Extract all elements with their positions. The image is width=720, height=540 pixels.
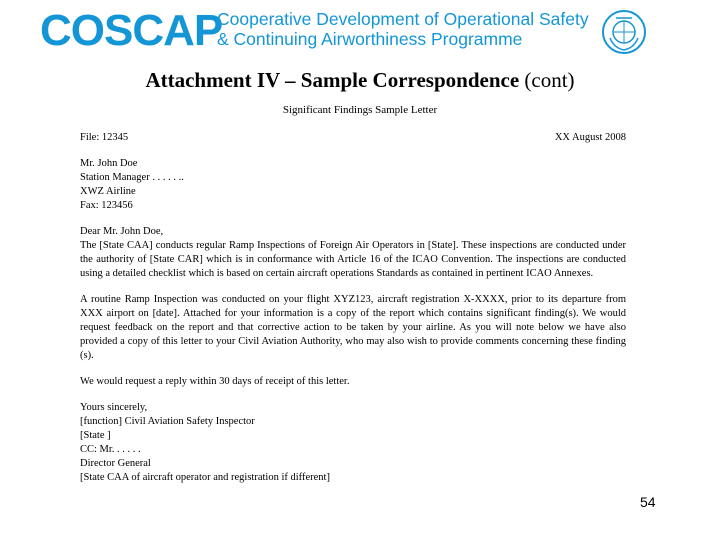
programme-tagline [217,9,589,49]
closing-line: [State CAA of aircraft operator and registration if different] [80,472,330,483]
paragraph-2: A routine Ramp Inspection was conducted on your flight XYZ123, aircraft registration X-XXXX, prior to its departure from XXX airport on [date]. Attached for your information is a copy of the report which contains significant finding(s). We would request feedback on the report and that corrective action to be taken by your airline. As you will note below we have also provided a copy of this letter to your Civil Aviation Authority, who may also wish to provide comments concerning these finding (s). [80,294,626,361]
address-line: XWZ Airline [80,186,136,197]
title-normal: (cont) [519,68,575,92]
letter-intro [80,225,626,281]
file-date-row [80,131,626,145]
closing-line: Director General [80,458,151,469]
closing-line: [function] Civil Aviation Safety Inspector [80,416,255,427]
closing-line: [State ] [80,430,111,441]
salutation: Dear Mr. John Doe, [80,226,164,237]
paragraph-3: We would request a reply within 30 days of receipt of this letter. [80,376,350,387]
letter-date: XX August 2008 [554,132,626,143]
closing-block [80,401,626,485]
address-line: Station Manager . . . . . .. [80,172,184,183]
file-number: File: 12345 [80,132,129,143]
closing-line: CC: Mr. . . . . . [80,444,141,455]
sample-letter [80,131,626,485]
page-number: 54 [640,494,656,510]
tagline-line-1: Cooperative Development of Operational Safety [217,9,589,29]
recipient-address [80,157,626,213]
letter-subtitle: Significant Findings Sample Letter [282,104,438,116]
coscap-logo: COSCAP [40,6,223,55]
address-line: Fax: 123456 [80,200,133,211]
header [0,0,720,60]
address-line: Mr. John Doe [80,158,138,169]
title-bold: Attachment IV – Sample Correspondence [145,68,520,92]
closing-line: Yours sincerely, [80,402,148,413]
icao-emblem-icon [600,8,648,56]
tagline-line-2: & Continuing Airworthiness Programme [217,29,523,49]
paragraph-1: The [State CAA] conducts regular Ramp Inspections of Foreign Air Operators in [State]. These inspections are conducted under the authority of [State CAR] which is in conformance with Article 16 of the ICAO Convention. The inspections are conducted using a detailed checklist which is based on certain aircraft operations Standards as contained in pertinent ICAO Annexes. [80,240,626,279]
slide-title [0,67,720,93]
